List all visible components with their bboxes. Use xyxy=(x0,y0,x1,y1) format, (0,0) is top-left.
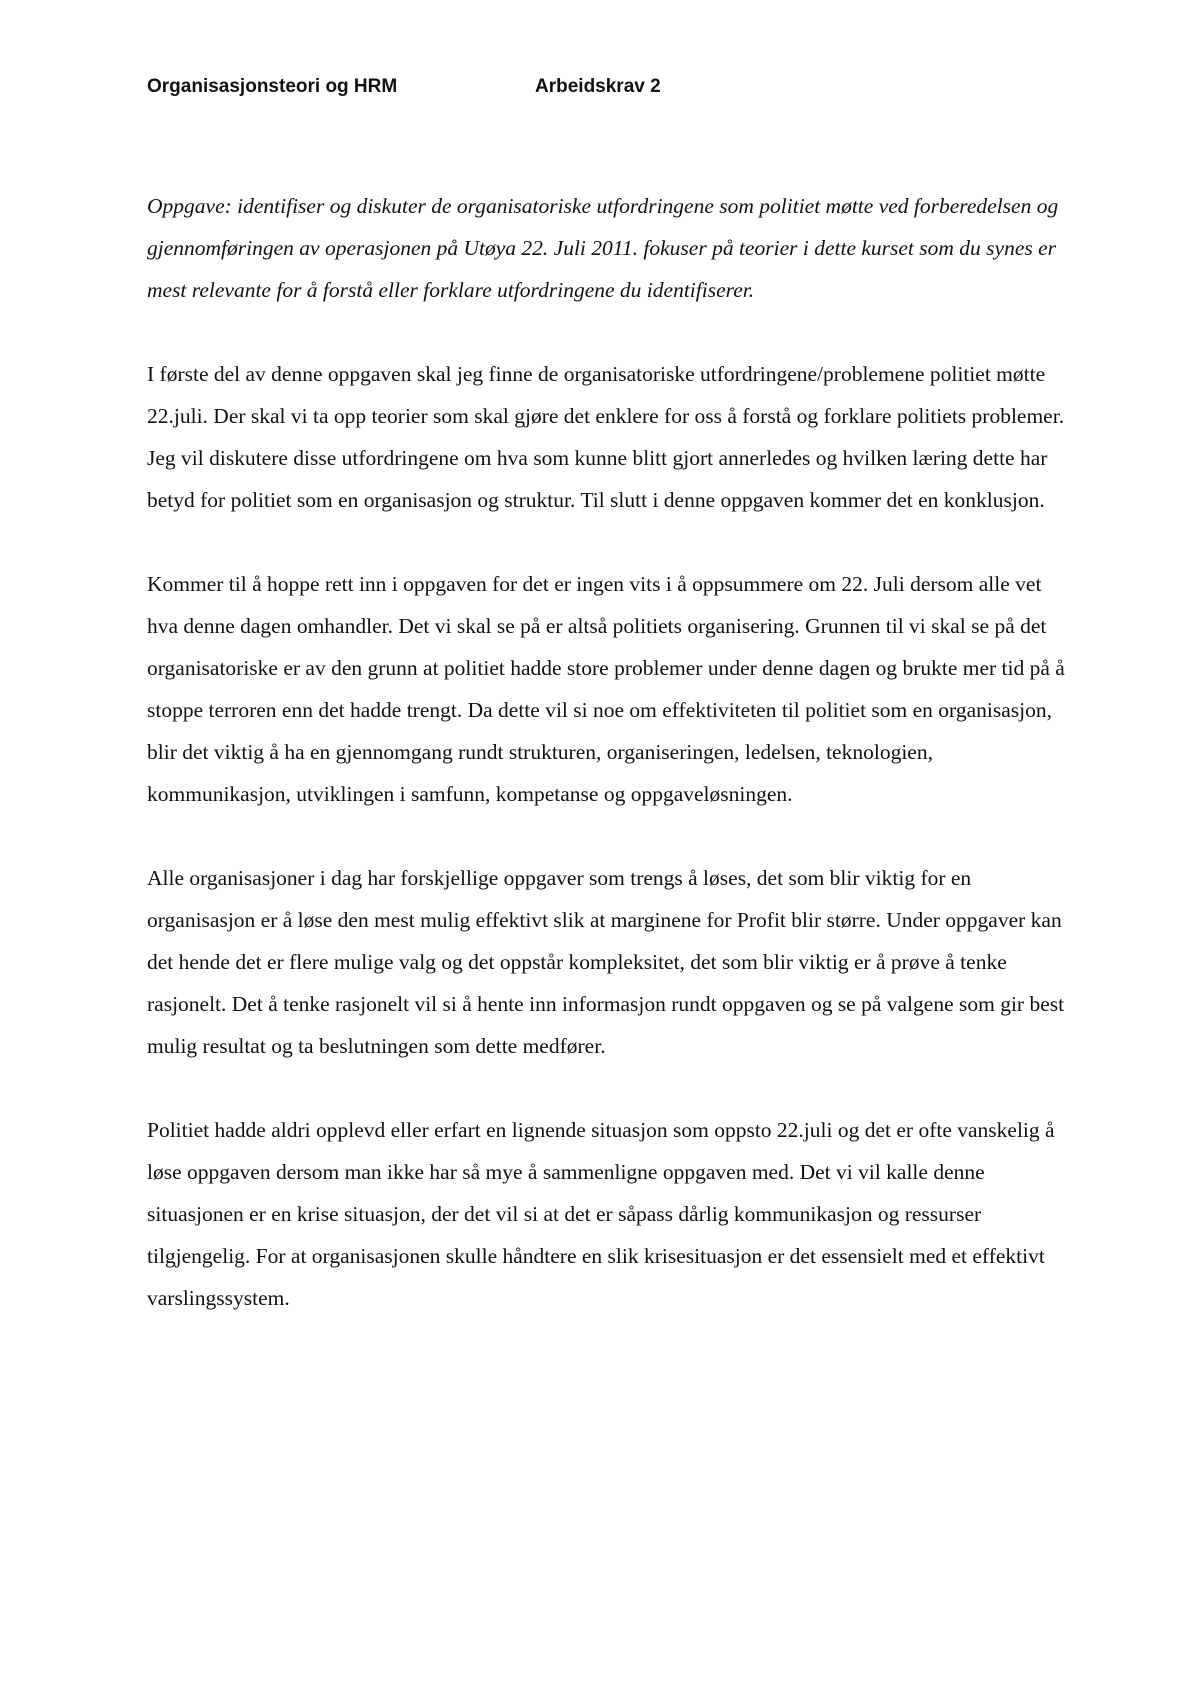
document-body xyxy=(147,185,1067,1361)
assignment-title: Arbeidskrav 2 xyxy=(535,76,661,97)
task-paragraph: Oppgave: identifiser og diskuter de organisatoriske utfordringene som politiet møtte ved forberedelsen og gjennomføringen av operasjonen på Utøya 22. Juli 2011. fokuser på teorier i dette kurset som du synes er mest relevante for å forstå eller forklare utfordringene du identifiserer. xyxy=(147,194,1059,302)
body-paragraph-organisation: Kommer til å hoppe rett inn i oppgaven for det er ingen vits i å oppsummere om 22. Juli dersom alle vet hva denne dagen omhandler. Det vi skal se på er altså politiets organisering. Grunnen til vi skal se på det organisatoriske er av den grunn at politiet hadde store problemer under denne dagen og brukte mer tid på å stoppe terroren enn det hadde trengt. Da dette vil si noe om effektiviteten til politiet som en organisasjon, blir det viktig å ha en gjennomgang rundt strukturen, organiseringen, ledelsen, teknologien, kommunikasjon, utviklingen i samfunn, kompetanse og oppgaveløsningen. xyxy=(147,572,1065,806)
body-paragraph-crisis: Politiet hadde aldri opplevd eller erfart en lignende situasjon som oppsto 22.juli og det er ofte vanskelig å løse oppgaven dersom man ikke har så mye å sammenligne oppgaven med. Det vi vil kalle denne situasjonen er en krise situasjon, der det vil si at det er såpass dårlig kommunikasjon og ressurser tilgjengelig. For at organisasjonen skulle håndtere en slik krisesituasjon er det essensielt med et effektivt varslingssystem. xyxy=(147,1118,1055,1310)
body-paragraph-introduction: I første del av denne oppgaven skal jeg finne de organisatoriske utfordringene/problemene politiet møtte 22.juli. Der skal vi ta opp teorier som skal gjøre det enklere for oss å forstå og forklare politiets problemer. Jeg vil diskutere disse utfordringene om hva som kunne blitt gjort annerledes og hvilken læring dette har betyd for politiet som en organisasjon og struktur. Til slutt i denne oppgaven kommer det en konklusjon. xyxy=(147,362,1065,512)
course-title: Organisasjonsteori og HRM xyxy=(147,76,398,97)
page-header xyxy=(147,76,1067,106)
body-paragraph-rationality: Alle organisasjoner i dag har forskjellige oppgaver som trengs å løses, det som blir viktig for en organisasjon er å løse den mest mulig effektivt slik at marginene for Profit blir større. Under oppgaver kan det hende det er flere mulige valg og det oppstår kompleksitet, det som blir viktig er å prøve å tenke rasjonelt. Det å tenke rasjonelt vil si å hente inn informasjon rundt oppgaven og se på valgene som gir best mulig resultat og ta beslutningen som dette medfører. xyxy=(147,866,1065,1058)
